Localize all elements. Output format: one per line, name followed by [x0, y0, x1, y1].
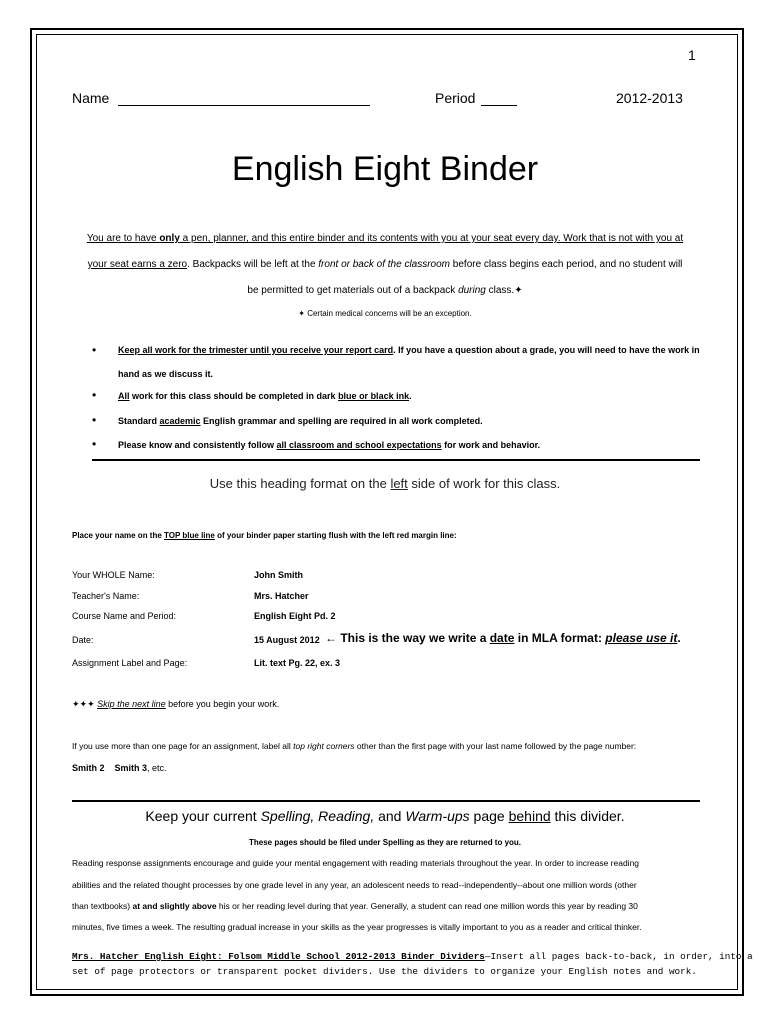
- example-label-1: Your WHOLE Name:: [72, 570, 155, 580]
- bullet-2-end: .: [409, 391, 412, 401]
- period-blank[interactable]: [481, 105, 517, 106]
- example-value-3: English Eight Pd. 2: [254, 611, 336, 621]
- divider-heading-u: behind: [508, 808, 551, 824]
- mla-note-u: date: [489, 631, 515, 645]
- bullet-2-mid: work for this class should be completed in dark: [129, 391, 339, 401]
- divider-heading-d: this divider.: [550, 808, 625, 824]
- skip-line-iu: Skip the next line: [97, 699, 166, 709]
- example-label-5: Assignment Label and Page:: [72, 658, 188, 668]
- footer-line-1: [72, 951, 753, 962]
- multi-page-example-a: Smith 2: [72, 763, 105, 773]
- period-label: Period: [435, 90, 476, 106]
- intro-l2-rest: . Backpacks will be left at the: [187, 259, 319, 270]
- page-title: English Eight Binder: [231, 150, 539, 188]
- bullet-2: [118, 391, 412, 401]
- bullet-3-a: Standard: [118, 416, 160, 426]
- example-label-4: Date:: [72, 635, 94, 645]
- intro-l3-italic: during: [458, 285, 486, 296]
- intro-line-3: [0, 285, 770, 296]
- school-year: 2012-2013: [616, 90, 683, 106]
- intro-line-2: [0, 259, 770, 270]
- reading-line-3: [72, 901, 638, 911]
- heading-format-b: side of work for this class.: [407, 476, 561, 491]
- bullet-dot-4: •: [92, 437, 97, 451]
- intro-l2-u: your seat earns a zero: [87, 259, 188, 270]
- bullet-1-u: Keep all work for the trimester until you receive your report card: [118, 345, 394, 355]
- reading-line-2: abilities and the related thought processes by one grade level in any year, an adolescent needs to read--independently--about one million words (other: [72, 880, 637, 890]
- example-value-4: 15 August 2012: [254, 635, 320, 645]
- bullet-2-u2: blue or black ink: [338, 391, 410, 401]
- divider-heading-a: Keep your current: [145, 808, 261, 824]
- divider-heading: [0, 808, 770, 824]
- bullet-1: [118, 345, 700, 355]
- multi-page-a: If you use more than one page for an assignment, label all: [72, 741, 294, 751]
- skip-line-rest: before you begin your work.: [165, 699, 280, 709]
- bullet-1-rest: . If you have a question about a grade, you will need to have the work in: [393, 345, 700, 355]
- example-value-5: Lit. text Pg. 22, ex. 3: [254, 658, 341, 668]
- bullet-4-a: Please know and consistently follow: [118, 440, 277, 450]
- place-name-a: Place your name on the: [72, 531, 165, 540]
- bullet-4-b: for work and behavior.: [441, 440, 541, 450]
- reading-l3-a: than textbooks): [72, 901, 133, 911]
- intro-l2-rest2: before class begins each period, and no student will: [450, 259, 683, 270]
- place-name-b: of your binder paper starting flush with the left red margin line:: [214, 531, 457, 540]
- mla-note: [325, 631, 681, 645]
- multi-page-note: [72, 741, 636, 751]
- reading-line-1: Reading response assignments encourage and guide your mental engagement with reading materials throughout the year. In order to increase reading: [72, 858, 640, 868]
- intro-l3-b: class.✦: [485, 285, 523, 296]
- bullet-3: [118, 416, 483, 426]
- reading-line-4: minutes, five times a week. The resulting gradual increase in your skills as the year progresses is vitally important to you as a reader and critical thinker.: [72, 922, 642, 932]
- footer-rest1: —Insert all pages back-to-back, in order, into a: [484, 951, 753, 962]
- name-label: Name: [72, 90, 110, 106]
- filed-note: These pages should be filed under Spelling as they are returned to you.: [248, 838, 522, 847]
- heading-format-line: [0, 476, 770, 491]
- reading-l3-c: his or her reading level during that year. Generally, a student can read one million words this year by reading 30: [216, 901, 638, 911]
- intro-l3-a: be permitted to get materials out of a backpack: [247, 285, 459, 296]
- skip-line-stars: ✦✦✦: [72, 699, 98, 709]
- bullet-3-u: academic: [159, 416, 201, 426]
- divider-heading-i1: Spelling, Reading,: [260, 808, 375, 824]
- example-label-3: Course Name and Period:: [72, 611, 177, 621]
- divider-heading-i2: Warm-ups: [405, 808, 470, 824]
- intro-l1-only: only: [159, 233, 180, 244]
- intro-l2-italic: front or back of the classroom: [318, 259, 451, 270]
- place-name-instruction: [72, 531, 457, 540]
- multi-page-i: top right corners: [293, 741, 355, 751]
- divider-rule-1: [92, 459, 700, 461]
- medical-note: ✦ Certain medical concerns will be an exception.: [298, 309, 472, 318]
- multi-page-b: other than the first page with your last name followed by the page number:: [354, 741, 637, 751]
- heading-format-u: left: [390, 476, 408, 491]
- bullet-4: [118, 440, 540, 450]
- multi-page-example: [72, 763, 167, 773]
- bullet-dot-1: •: [92, 343, 97, 357]
- divider-heading-c: page: [469, 808, 509, 824]
- footer-line-2: set of page protectors or transparent pocket dividers. Use the dividers to organize your English notes and work.: [72, 966, 697, 977]
- mla-note-b: in MLA format:: [514, 631, 606, 645]
- skip-line-note: [72, 699, 279, 710]
- intro-l1-u2: a pen, planner, and this entire binder and its contents with you at your seat every day. Work that is not with you at: [179, 233, 684, 244]
- multi-page-example-b: Smith 3: [114, 763, 148, 773]
- example-label-2: Teacher's Name:: [72, 591, 140, 601]
- bullet-2-u1: All: [118, 391, 130, 401]
- place-name-u: TOP blue line: [164, 531, 215, 540]
- mla-note-a: ← This is the way we write a: [325, 631, 490, 645]
- divider-heading-b: and: [374, 808, 406, 824]
- bullet-dot-2: •: [92, 388, 97, 402]
- heading-format-a: Use this heading format on the: [209, 476, 391, 491]
- page-number: 1: [688, 47, 696, 63]
- mla-note-c: .: [677, 631, 681, 645]
- intro-l1-u1: You are to have: [86, 233, 160, 244]
- bullet-3-b: English grammar and spelling are required in all work completed.: [200, 416, 483, 426]
- bullet-1-line-2: hand as we discuss it.: [118, 369, 214, 379]
- intro-line-1: [0, 233, 770, 244]
- example-value-2: Mrs. Hatcher: [254, 591, 309, 601]
- reading-l3-b: at and slightly above: [132, 901, 217, 911]
- multi-page-example-end: , etc.: [147, 763, 167, 773]
- name-blank[interactable]: [118, 105, 370, 106]
- example-value-1: John Smith: [254, 570, 303, 580]
- bullet-dot-3: •: [92, 413, 97, 427]
- footer-bold: Mrs. Hatcher English Eight: Folsom Middle School 2012-2013 Binder Dividers: [72, 951, 485, 962]
- divider-rule-2: [72, 800, 700, 802]
- mla-note-iu: please use it: [605, 631, 678, 645]
- bullet-4-u: all classroom and school expectations: [276, 440, 442, 450]
